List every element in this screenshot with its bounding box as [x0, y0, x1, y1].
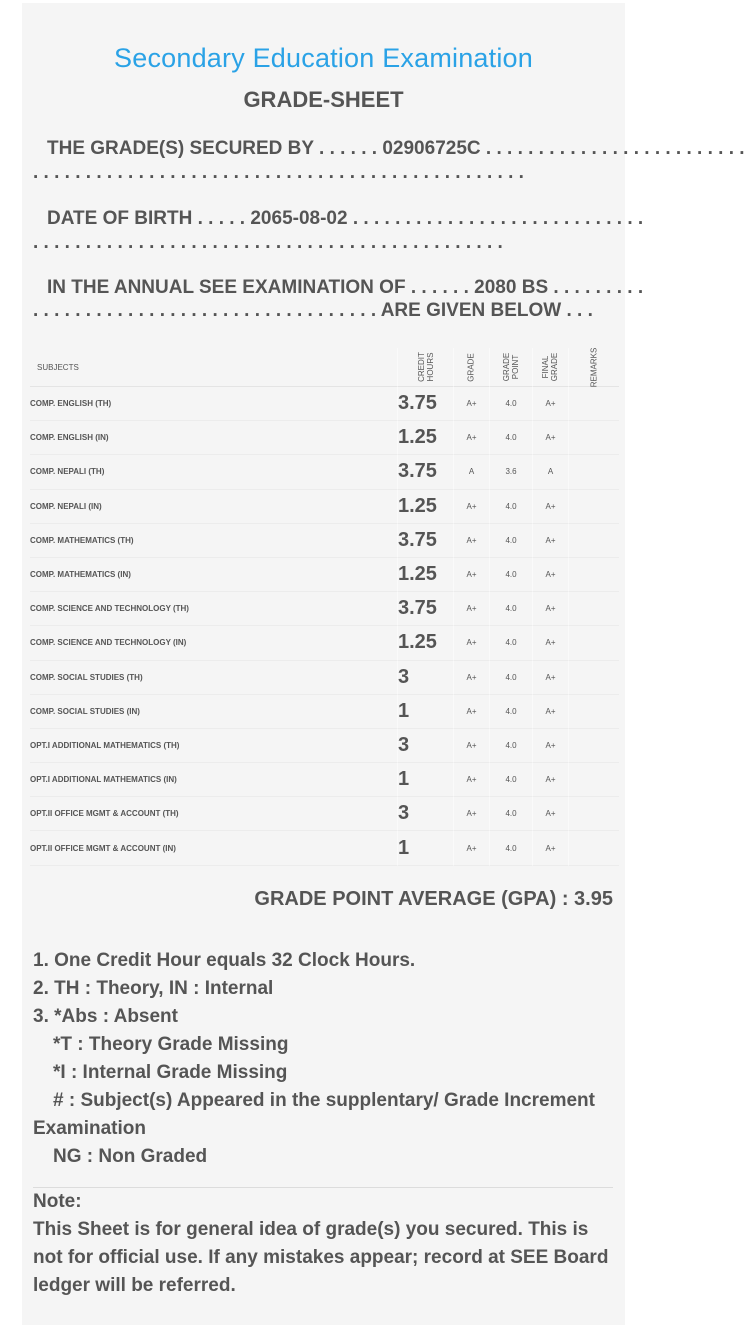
- remarks-cell: [568, 729, 619, 763]
- disclaimer: [33, 1188, 617, 1300]
- table-row: [30, 421, 619, 455]
- grade-sheet: [22, 3, 745, 1325]
- grade-point-cell: 4.0: [489, 661, 532, 695]
- grade-cell: A+: [453, 626, 489, 660]
- grade-cell: A+: [453, 695, 489, 729]
- remarks-cell: [568, 831, 619, 865]
- remarks-cell: [568, 592, 619, 626]
- subject-cell: COMP. ENGLISH (IN): [30, 421, 397, 455]
- subject-cell: COMP. SCIENCE AND TECHNOLOGY (IN): [30, 626, 397, 660]
- grade-cell: A+: [453, 387, 489, 421]
- remarks-cell: [568, 763, 619, 797]
- grade-cell: A+: [453, 661, 489, 695]
- remarks-cell: [568, 421, 619, 455]
- final-grade-cell: A+: [532, 626, 568, 660]
- table-row: [30, 763, 619, 797]
- remarks-cell: [568, 455, 619, 489]
- header-subjects: SUBJECTS: [30, 348, 397, 387]
- final-grade-cell: A+: [532, 661, 568, 695]
- note-item: *T : Theory Grade Missing: [53, 1034, 289, 1055]
- table-row: [30, 626, 619, 660]
- grade-point-cell: 4.0: [489, 558, 532, 592]
- table-row: [30, 797, 619, 831]
- credit-hours-cell: 3.75: [397, 592, 453, 626]
- table-row: [30, 729, 619, 763]
- grade-point-cell: 4.0: [489, 592, 532, 626]
- grade-point-cell: 4.0: [489, 763, 532, 797]
- grade-cell: A+: [453, 729, 489, 763]
- header-grade-point: GRADE POINT: [489, 348, 532, 387]
- header-final-grade: FINAL GRADE: [532, 348, 568, 387]
- credit-hours-cell: 1: [397, 695, 453, 729]
- disclaimer-text: This Sheet is for general idea of grade(s) you secured. This is not for official use. If any mistakes appear; record at SEE Board ledger will be referred.: [33, 1219, 609, 1296]
- table-header-row: [30, 348, 619, 387]
- grade-cell: A+: [453, 831, 489, 865]
- grade-point-cell: 4.0: [489, 421, 532, 455]
- page-subtitle: GRADE-SHEET: [243, 87, 404, 112]
- grade-cell: A+: [453, 421, 489, 455]
- note-item: *I : Internal Grade Missing: [53, 1062, 288, 1083]
- grade-cell: A+: [453, 490, 489, 524]
- note-item: 2. TH : Theory, IN : Internal: [33, 978, 274, 999]
- final-grade-cell: A+: [532, 592, 568, 626]
- exam-line-cont: . . . . . . . . . . . . . . . . . . . . . . . . . . . . . . . . . ARE GIVEN BELOW . . .: [33, 300, 593, 321]
- header-remarks: REMARKS: [568, 348, 619, 387]
- subject-cell: OPT.I ADDITIONAL MATHEMATICS (IN): [30, 763, 397, 797]
- table-row: [30, 661, 619, 695]
- final-grade-cell: A+: [532, 490, 568, 524]
- secured-by-line-cont: . . . . . . . . . . . . . . . . . . . . . . . . . . . . . . . . . . . . . . . . . . . . . . .: [33, 162, 524, 183]
- gpa-summary: GRADE POINT AVERAGE (GPA) : 3.95: [254, 888, 613, 910]
- table-row: [30, 524, 619, 558]
- credit-hours-cell: 1: [397, 763, 453, 797]
- page-title: Secondary Education Examination: [114, 43, 533, 73]
- subject-cell: COMP. MATHEMATICS (IN): [30, 558, 397, 592]
- subject-cell: COMP. ENGLISH (TH): [30, 387, 397, 421]
- table-row: [30, 831, 619, 865]
- remarks-cell: [568, 695, 619, 729]
- note-item: 1. One Credit Hour equals 32 Clock Hours.: [33, 950, 416, 971]
- credit-hours-cell: 3.75: [397, 455, 453, 489]
- final-grade-cell: A+: [532, 729, 568, 763]
- exam-line: IN THE ANNUAL SEE EXAMINATION OF . . . . . . 2080 BS . . . . . . . . .: [47, 277, 644, 298]
- grade-cell: A+: [453, 763, 489, 797]
- grade-cell: A+: [453, 524, 489, 558]
- grade-cell: A+: [453, 558, 489, 592]
- remarks-cell: [568, 626, 619, 660]
- credit-hours-cell: 3: [397, 729, 453, 763]
- final-grade-cell: A+: [532, 695, 568, 729]
- grade-point-cell: 4.0: [489, 626, 532, 660]
- grades-table: [30, 348, 619, 866]
- notes-list: [33, 947, 617, 1171]
- subject-cell: COMP. MATHEMATICS (TH): [30, 524, 397, 558]
- credit-hours-cell: 3: [397, 797, 453, 831]
- dob-line: DATE OF BIRTH . . . . . 2065-08-02 . . . . . . . . . . . . . . . . . . . . . . . . . . . .: [47, 208, 644, 229]
- header-grade: GRADE: [453, 348, 489, 387]
- credit-hours-cell: 1.25: [397, 626, 453, 660]
- final-grade-cell: A+: [532, 558, 568, 592]
- subject-cell: OPT.I ADDITIONAL MATHEMATICS (TH): [30, 729, 397, 763]
- final-grade-cell: A+: [532, 387, 568, 421]
- grade-cell: A+: [453, 797, 489, 831]
- remarks-cell: [568, 524, 619, 558]
- grade-point-cell: 4.0: [489, 524, 532, 558]
- subject-cell: COMP. SCIENCE AND TECHNOLOGY (TH): [30, 592, 397, 626]
- table-row: [30, 558, 619, 592]
- subject-cell: OPT.II OFFICE MGMT & ACCOUNT (TH): [30, 797, 397, 831]
- grade-cell: A: [453, 455, 489, 489]
- remarks-cell: [568, 558, 619, 592]
- credit-hours-cell: 3.75: [397, 387, 453, 421]
- final-grade-cell: A+: [532, 763, 568, 797]
- grade-point-cell: 4.0: [489, 490, 532, 524]
- credit-hours-cell: 1.25: [397, 490, 453, 524]
- subject-cell: COMP. NEPALI (TH): [30, 455, 397, 489]
- table-row: [30, 387, 619, 421]
- grade-cell: A+: [453, 592, 489, 626]
- final-grade-cell: A: [532, 455, 568, 489]
- dob-line-cont: . . . . . . . . . . . . . . . . . . . . . . . . . . . . . . . . . . . . . . . . . . . . .: [33, 232, 503, 253]
- secured-by-line: THE GRADE(S) SECURED BY . . . . . . 02906725C . . . . . . . . . . . . . . . . . . . . . . . . .: [47, 138, 745, 159]
- table-row: [30, 490, 619, 524]
- subject-cell: OPT.II OFFICE MGMT & ACCOUNT (IN): [30, 831, 397, 865]
- note-item: # : Subject(s) Appeared in the supplentary/ Grade Increment Examination: [33, 1090, 595, 1139]
- header-credit-hours: CREDIT HOURS: [397, 348, 453, 387]
- grade-point-cell: 4.0: [489, 797, 532, 831]
- grade-point-cell: 3.6: [489, 455, 532, 489]
- subject-cell: COMP. SOCIAL STUDIES (IN): [30, 695, 397, 729]
- credit-hours-cell: 1: [397, 831, 453, 865]
- final-grade-cell: A+: [532, 524, 568, 558]
- credit-hours-cell: 3: [397, 661, 453, 695]
- table-row: [30, 592, 619, 626]
- grade-point-cell: 4.0: [489, 729, 532, 763]
- note-item: NG : Non Graded: [53, 1146, 208, 1167]
- final-grade-cell: A+: [532, 797, 568, 831]
- grade-point-cell: 4.0: [489, 695, 532, 729]
- final-grade-cell: A+: [532, 421, 568, 455]
- remarks-cell: [568, 661, 619, 695]
- grade-point-cell: 4.0: [489, 387, 532, 421]
- remarks-cell: [568, 387, 619, 421]
- grade-point-cell: 4.0: [489, 831, 532, 865]
- remarks-cell: [568, 490, 619, 524]
- remarks-cell: [568, 797, 619, 831]
- note-item: 3. *Abs : Absent: [33, 1006, 178, 1027]
- subject-cell: COMP. SOCIAL STUDIES (TH): [30, 661, 397, 695]
- table-row: [30, 695, 619, 729]
- credit-hours-cell: 1.25: [397, 558, 453, 592]
- final-grade-cell: A+: [532, 831, 568, 865]
- disclaimer-label: Note:: [33, 1191, 82, 1212]
- credit-hours-cell: 3.75: [397, 524, 453, 558]
- table-row: [30, 455, 619, 489]
- subject-cell: COMP. NEPALI (IN): [30, 490, 397, 524]
- credit-hours-cell: 1.25: [397, 421, 453, 455]
